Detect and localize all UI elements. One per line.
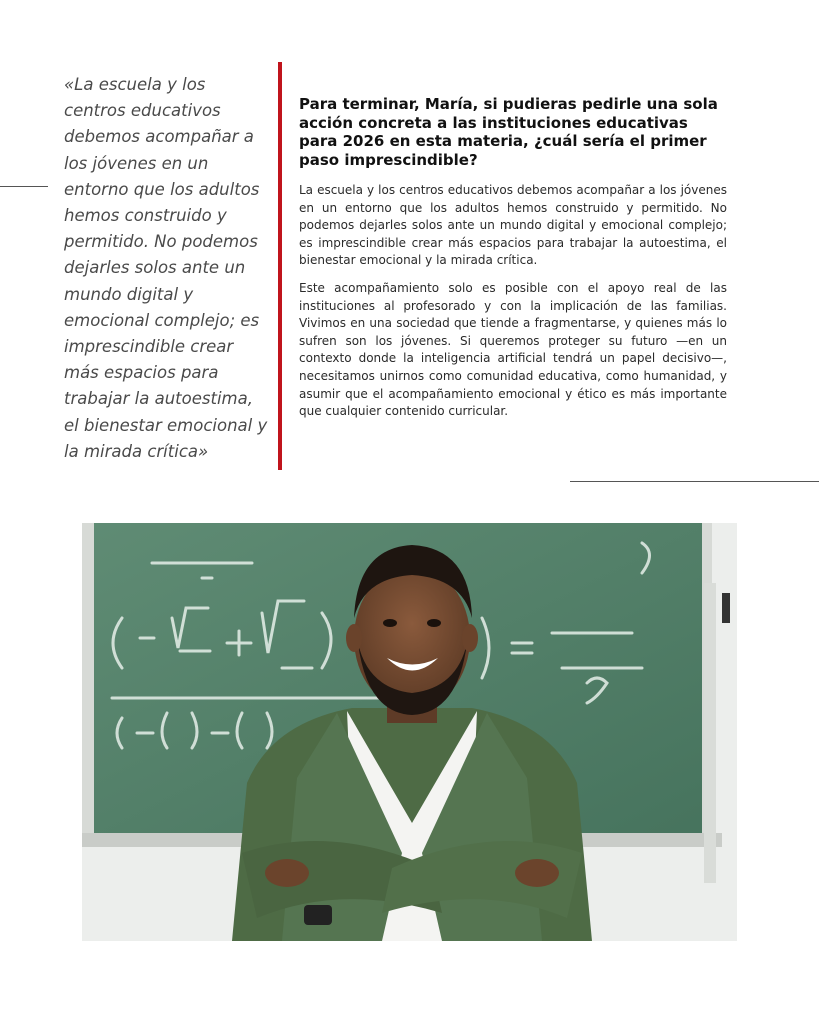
pull-quote: «La escuela y los centros educativos debemos acompañar a los jóvenes en un entorno que los adultos hemos construido y permitido. No podemos dejarles solos ante un mundo digital y emocional complejo; es imprescindible crear más espacios para trabajar la autoestima, el bienestar emocional y la mirada crítica»: [64, 75, 268, 461]
answer-paragraph-2: Este acompañamiento solo es posible con el apoyo real de las instituciones al profesorado y con la implicación de las familias. Vivimos en una sociedad que tiende a fragmentarse, y quienes más lo sufren son los jóvenes. Si queremos proteger su futuro —en un contexto donde la inteligencia artificial tendrá un papel decisivo—, necesitamos unirnos como comunidad educativa, como humanidad, y asumir que el acompañamiento emocional y ético es más importante que cualquier contenido curricular.: [299, 280, 727, 419]
right-divider: [570, 481, 819, 482]
answer-paragraph-1: La escuela y los centros educativos debemos acompañar a los jóvenes en un entorno que los adultos hemos construido y permitido. No podemos dejarles solos ante un mundo digital y emocional complejo; es imprescindible crear más espacios para trabajar la autoestima, el bienestar emocional y la mirada crítica.: [299, 183, 727, 268]
interview-question: Para terminar, María, si pudieras pedirle una sola acción concreta a las instituciones educativas para 2026 en esta materia, ¿cuál sería el primer paso imprescindible?: [299, 95, 718, 169]
accent-rule: [278, 62, 282, 470]
left-divider: [0, 186, 48, 187]
teacher-photo-illustration: [82, 523, 737, 941]
article-body: [299, 95, 727, 431]
teacher-photo: [82, 523, 737, 941]
